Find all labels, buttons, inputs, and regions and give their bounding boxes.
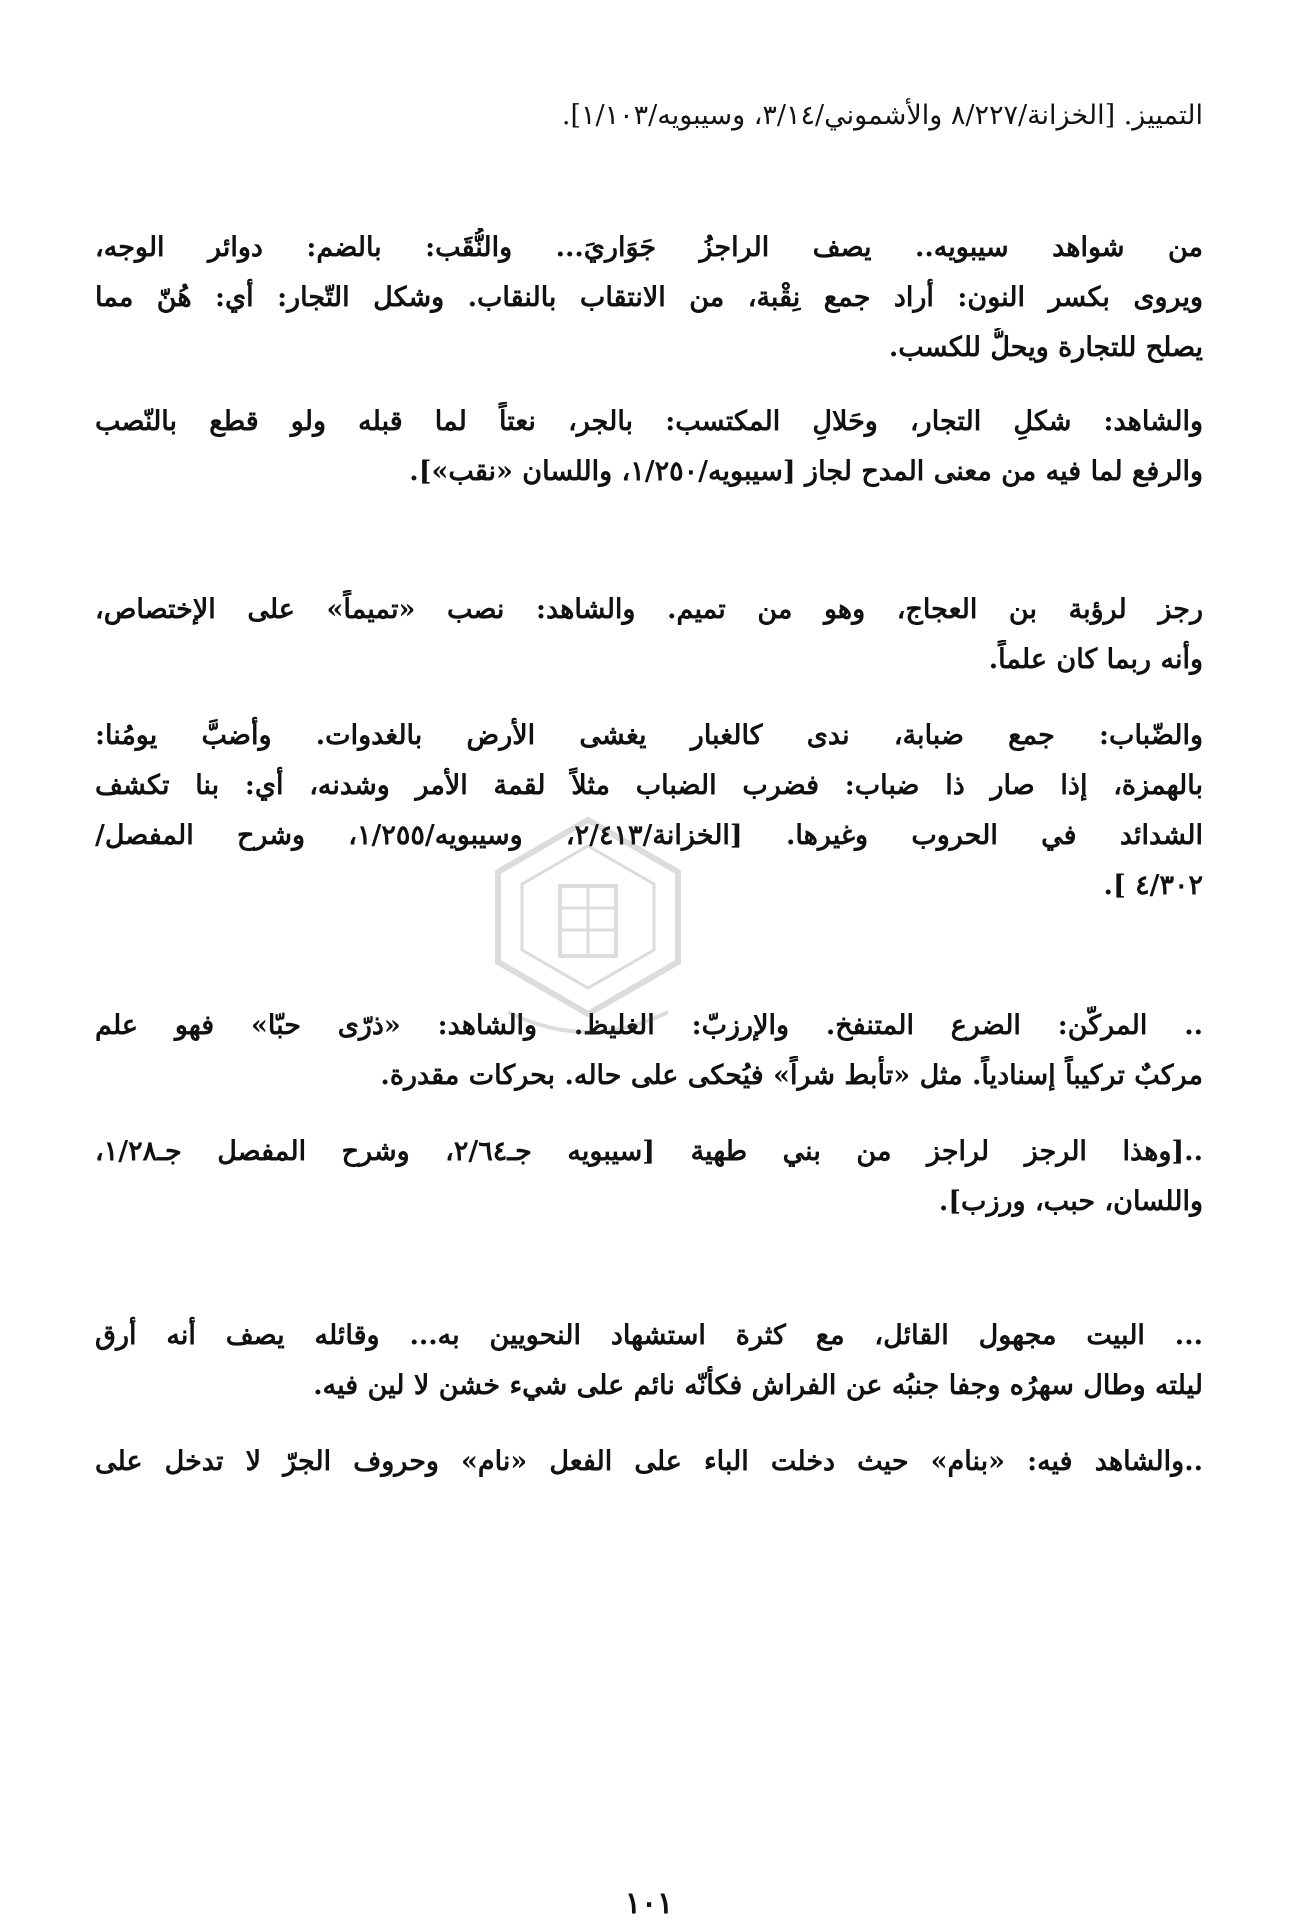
text-line: ليلته وطال سهرُه وجفا جنبُه عن الفراش فكأنّه نائم على شيء خشن لا لين فيه.: [313, 1370, 1203, 1401]
text-line: ..والشاهد فيه: «بنام» حيث دخلت الباء على الفعل «نام» وحروف الجرّ لا تدخل على: [95, 1446, 1203, 1477]
text-line: الشدائد في الحروب وغيرها. [الخزانة/٢/٤١٣، وسيبويه/١/٢٥٥، وشرح المفصل/: [95, 820, 1203, 851]
text-line: رجز لرؤبة بن العجاج، وهو من تميم. والشاهد: نصب «تميماً» على الإختصاص،: [95, 594, 1203, 625]
text-line: والشاهد: شكلِ التجار، وحَلالِ المكتسب: بالجر، نعتاً لما قبله ولو قطع بالنّصب: [95, 406, 1203, 437]
text-line: والضّباب: جمع ضبابة، ندى كالغبار يغشى الأرض بالغدوات. وأضبَّ يومُنا:: [95, 720, 1203, 751]
text-line: ويروى بكسر النون: أراد جمع نِقْبة، من الانتقاب بالنقاب. وشكل التّجار: أي: هُنّ مما: [95, 282, 1203, 313]
library-seal-icon: [478, 812, 698, 1042]
page-number: ١٠١: [624, 1886, 674, 1921]
text-line: بالهمزة، إذا صار ذا ضباب: فضرب الضباب مثلاً لقمة الأمر وشدنه، أي: بنا تكشف: [95, 770, 1203, 801]
text-line: التمييز. [الخزانة/٨/٢٢٧ والأشموني/٣/١٤، وسيبويه/١/١٠٣].: [561, 100, 1203, 131]
text-line: ... البيت مجهول القائل، مع كثرة استشهاد النحويين به... وقائله يصف أنه أرق: [95, 1320, 1203, 1351]
text-line: من شواهد سيبويه.. يصف الراجزُ جَوَاريَ... والنُّقَب: بالضم: دوائر الوجه،: [95, 232, 1203, 263]
text-line: واللسان، حبب، ورزب].: [938, 1186, 1203, 1217]
text-line: والرفع لما فيه من معنى المدح لجاز [سيبويه/١/٢٥٠، واللسان «نقب»].: [409, 456, 1203, 487]
text-line: مركبٌ تركيباً إسنادياً. مثل «تأبط شراً» فيُحكى على حاله. بحركات مقدرة.: [380, 1060, 1203, 1091]
text-line: ..[وهذا الرجز لراجز من بني طهية [سيبويه جـ٢/٦٤، وشرح المفصل جـ١/٢٨،: [95, 1136, 1203, 1167]
text-line: ٤/٣٠٢ ].: [1103, 870, 1203, 901]
text-line: .. المركّن: الضرع المتنفخ. والإرزبّ: الغليظ. والشاهد: «ذرّى حبّا» فهو علم: [95, 1010, 1203, 1041]
text-line: وأنه ربما كان علماً.: [988, 644, 1203, 675]
text-line: يصلح للتجارة ويحلُّ للكسب.: [888, 332, 1203, 363]
